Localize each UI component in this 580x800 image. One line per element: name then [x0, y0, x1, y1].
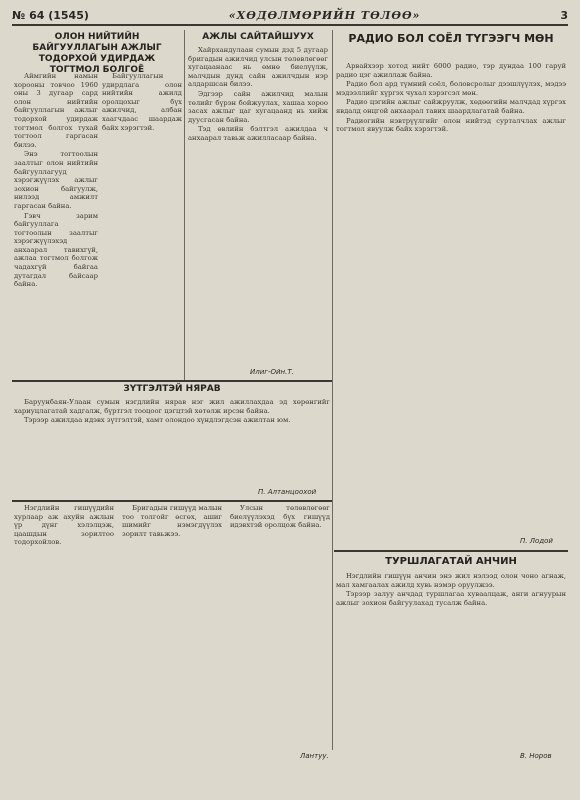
- article-2-headline: АЖЛЫ САЙТАЙШУУХ: [202, 32, 314, 42]
- article-2-body: [188, 46, 328, 364]
- article-2-byline: Илиг-Ойн.Т.: [250, 368, 294, 376]
- article-3-paragraph: Арвайхээр хотод нийт 6000 радио, тэр дундаа 100 гаруй радио цэг ажиллаж байна.: [336, 62, 566, 79]
- article-2-paragraph: Хайрхандулаан сумын дэд 5 дугаар бригадын ажилчид улсын төлөвлөгөөг хугацаанаас нь өмнө биелүүлж, малчдын дунд сайн ажилчдын нэр алдаршсан билээ.: [188, 46, 328, 89]
- article-4-headline: ЗҮТГЭЛТЭЙ НЯРАВ: [123, 384, 221, 394]
- article-4-body: [14, 398, 330, 484]
- article-3-byline: П. Лодой: [520, 537, 553, 545]
- article-6-byline: Лантуу.: [300, 752, 329, 760]
- article-5-byline: В. Норов: [520, 752, 552, 760]
- article-1-body-left: [14, 72, 98, 392]
- article-4-byline: П. Алтанцоохой: [258, 488, 317, 496]
- article-5-headline: ТУРШЛАГАТАЙ АНЧИН: [385, 556, 517, 567]
- article-3-headline: РАДИО БОЛ СОЁЛ ТҮГЭЭГЧ МӨН: [348, 32, 554, 45]
- article-1-paragraph: Гэвч зарим байгууллага тогтоолын заалтыг хэрэгжүүлэхэд анхаарал тавихгүй, ажлаа тогтмол болгож чадахгүй байгаа дутагдал байсаар байна.: [14, 211, 98, 289]
- section-divider: [12, 380, 332, 382]
- article-2-paragraph: Эдгээр сайн ажилчид малын төлийг бүрэн бойжуулах, хашаа хороо засах ажлыг цаг хугацаанд нь хийж дуусгасан байна.: [188, 89, 328, 124]
- article-1-headline: ОЛОН НИЙТИЙН БАЙГУУЛЛАГЫН АЖЛЫГ ТОДОРХОЙ УДИРДАЖ ТОГТМОЛ БОЛГОЁ: [32, 32, 162, 75]
- article-1-paragraph: Энэ тогтоолын заалтыг олон нийтийн байгууллагууд хэрэгжүүлэх ажлыг зохион байгуулж, нилээд амжилт гаргасан байна.: [14, 150, 98, 210]
- article-3-paragraph: Радио бол ард түмний соёл, боловсролыг дээшлүүлэх, мэдээ мэдээллийг хүргэх чухал хэрэгсэл мөн.: [336, 80, 566, 97]
- article-2-paragraph: Тэд өвлийн бэлтгэл ажилдаа ч анхаарал тавьж ажилласаар байна.: [188, 125, 328, 142]
- page-header: [12, 6, 568, 26]
- issue-number: № 64 (1545): [12, 8, 89, 22]
- newspaper-title: «ХӨДӨЛМӨРИЙН ТӨЛӨӨ»: [228, 8, 421, 22]
- article-5-paragraph: Нэгдлийн гишүүн анчин энэ жил нэлээд олон чоно агнаж, мал хамгаалах ажилд хувь нэмэр оруулжээ.: [336, 572, 566, 589]
- page-number: 3: [560, 8, 568, 22]
- article-1-body-right: [102, 72, 182, 392]
- article-6-paragraph: Нэгдлийн гишүүдийн хурлаар аж ахуйн ажлын үр дүнг хэлэлцэж, цаашдын зорилтоо тодорхойлов.: [14, 504, 114, 547]
- article-6-body: [14, 504, 330, 748]
- article-1-paragraph: Аймгийн намын хорооны товчоо 1960 оны 3 дугаар сард олон нийтийн байгууллагын ажлыг тодорхой удирдаж тогтмол болгох тухай тогтоол гаргасан билээ.: [14, 72, 98, 149]
- article-1-paragraph: Байгууллагын удирдлага олон нийтийн ажилд оролцохыг бүх ажилчид, албан хаагчдаас шаардаж байх хэрэгтэй.: [102, 72, 182, 132]
- section-divider: [12, 500, 332, 502]
- article-6-paragraph: Улсын төлөвлөгөөг биелүүлэхэд бүх гишүүд идэвхтэй оролцож байна.: [230, 504, 330, 530]
- section-divider: [334, 550, 568, 552]
- column-divider: [184, 30, 185, 380]
- article-3-body: [336, 62, 566, 532]
- article-3-paragraph: Радиогийн нэвтрүүлгийг олон нийтэд сурталчлах ажлыг тогтмол явуулж байх хэрэгтэй.: [336, 116, 566, 134]
- article-5-body: [336, 572, 566, 748]
- column-divider: [332, 30, 333, 750]
- article-5-paragraph: Тэрээр залуу анчдад туршлагаа хуваалцаж, анги агнуурын ажлыг зохион байгуулахад тусалж байна.: [336, 590, 566, 607]
- article-4-paragraph: Баруунбаян-Улаан сумын нэгдлийн нярав нэг жил ажиллахдаа эд хөрөнгийг хариуцлагатай хадгалж, бүртгэл тооцоог цэгцтэй хөтөлж ирсэн байна.: [14, 398, 330, 415]
- article-3-paragraph: Радио цэгийн ажлыг сайжруулж, хөдөөгийн малчдад хүргэх явдалд онцгой анхаарал тавих шаардлагатай байна.: [336, 98, 566, 115]
- article-4-paragraph: Тэрээр ажилдаа идэвх зүтгэлтэй, хамт олондоо хүндлэгдсэн ажилтан юм.: [24, 416, 291, 425]
- article-6-paragraph: Бригадын гишүүд малын тоо толгойг өсгөх, ашиг шимийг нэмэгдүүлэх зорилт тавьжээ.: [122, 504, 222, 538]
